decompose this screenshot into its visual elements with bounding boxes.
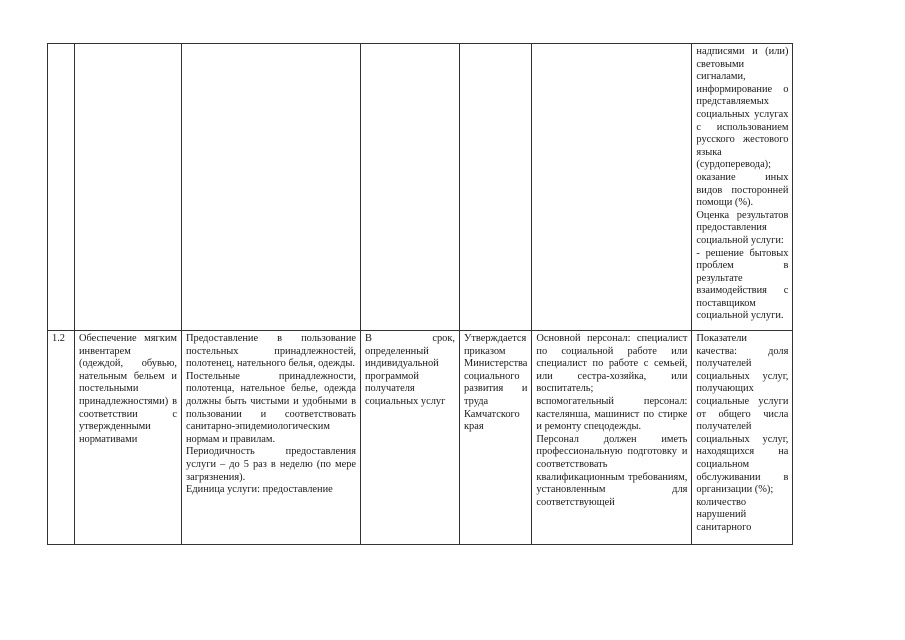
quality-indicators-1: Показатели качества: доля получателей социальных услуг, получающих социальные услуги от общего числа получателей социальных услуг, находящихся на социальном обслуживании в организации (%);: [696, 333, 789, 496]
table-row-continuation: [48, 44, 793, 331]
cell-description-empty: [182, 44, 361, 331]
cell-tariff: [460, 331, 532, 545]
cell-number-empty: [48, 44, 75, 331]
description-text-1: Предоставление в пользование постельных принадлежностей, полотенец, нательного белья, одежды.: [186, 333, 356, 370]
row-number: 1.2: [52, 333, 65, 344]
description-text-2: Постельные принадлежности, полотенца, нательное белье, одежда должны быть чистыми и удобными в пользовании и соответствовать санитарно-эпидемиологическим нормам и правилам.: [186, 370, 356, 445]
cell-name-empty: [75, 44, 182, 331]
cell-description: [182, 331, 361, 545]
cell-personnel-empty: [532, 44, 692, 331]
description-text-3: Периодичность предоставления услуги – до 5 раз в неделю (по мере загрязнения).: [186, 446, 356, 483]
indicators-text-1: надписями и (или) световыми сигналами, информирование о представляемых социальных услугах с использованием русского жестового языка (сурдоперевода);: [696, 46, 789, 171]
cell-personnel: [532, 331, 692, 545]
personnel-text-1: Основной персонал: специалист по социальной работе или специалист по работе с семьей, или сестра-хозяйка, или воспитатель;: [536, 333, 688, 395]
cell-tariff-empty: [460, 44, 532, 331]
term-text: В срок, определенный индивидуальной программой получателя социальных услуг: [365, 333, 455, 407]
cell-indicators-continued: [692, 44, 793, 331]
indicators-text-4: - решение бытовых проблем в результате взаимодействия с поставщиком социальной услуги.: [696, 247, 789, 322]
cell-service-name: [75, 331, 182, 545]
cell-indicators: [692, 331, 793, 545]
quality-indicators-2: количество нарушений санитарного: [696, 496, 752, 533]
description-text-4: Единица услуги: предоставление: [186, 484, 333, 496]
indicators-text-3: Оценка результатов предоставления социальной услуги:: [696, 209, 789, 246]
cell-number: [48, 331, 75, 545]
table-row-1-2: [48, 331, 793, 545]
personnel-text-3: Персонал должен иметь профессиональную подготовку и соответствовать квалификационным требованиям, установленным для соответствующей: [536, 433, 688, 508]
service-name: Обеспечение мягким инвентарем (одеждой, обувью, нательным бельем и постельными принадлежностями) в соответствии с утвержденными нормативами: [79, 333, 177, 445]
cell-term: [361, 331, 460, 545]
services-table: [47, 43, 793, 545]
personnel-text-2: вспомогательный персонал: кастелянша, машинист по стирке и ремонту спецодежды.: [536, 395, 688, 433]
tariff-text: Утверждается приказом Министерства социального развития и труда Камчатского края: [464, 333, 528, 433]
cell-term-empty: [361, 44, 460, 331]
indicators-text-2: оказание иных видов посторонней помощи (%).: [696, 171, 789, 209]
